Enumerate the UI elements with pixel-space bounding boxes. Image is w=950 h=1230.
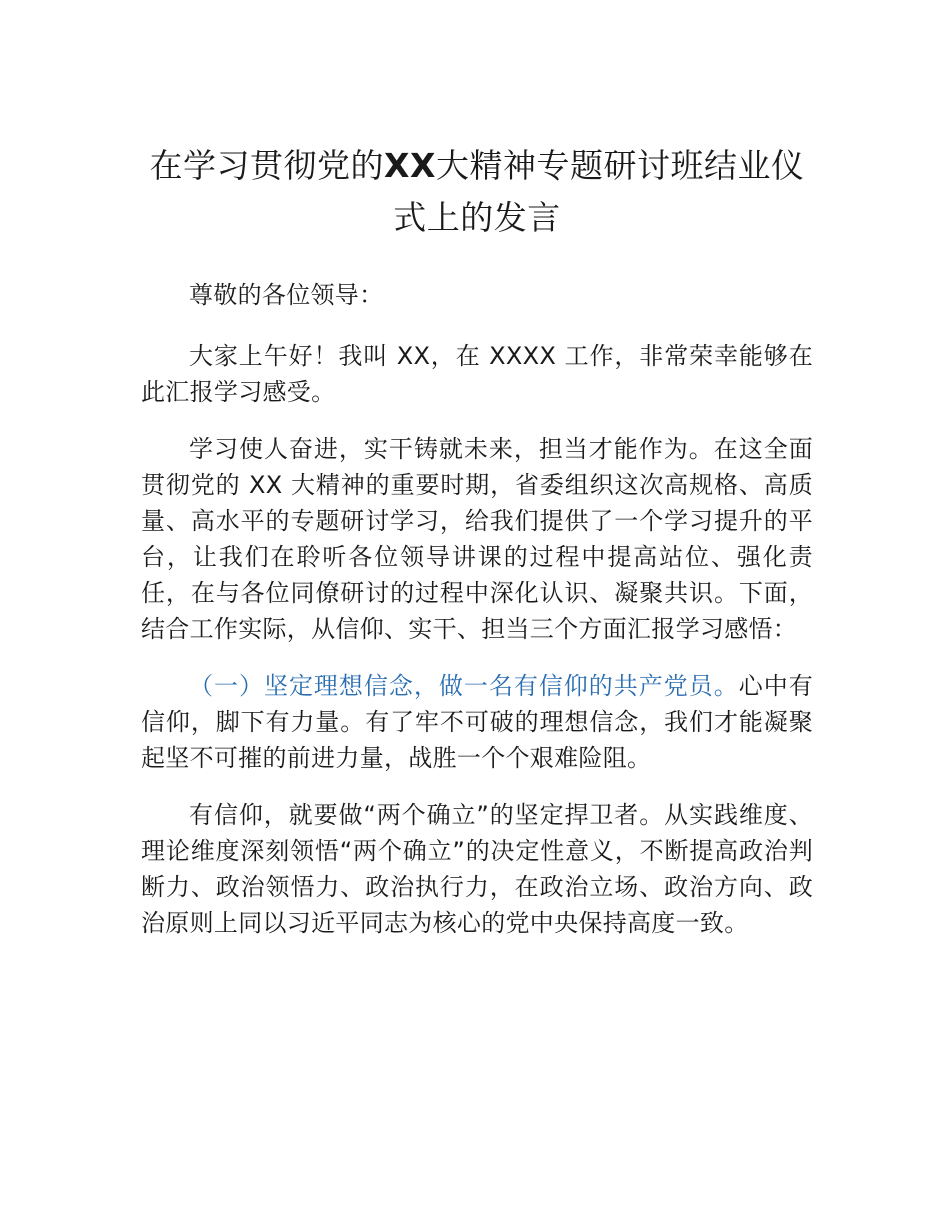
section-heading: （一）坚定理想信念，做一名有信仰的共产党员。 bbox=[189, 672, 739, 700]
title-highlight: XX bbox=[384, 146, 436, 185]
title-part-2: 大精神专题研讨班结业仪式上的发言 bbox=[393, 146, 805, 237]
paragraph-greeting: 大家上午好！我叫 XX，在 XXXX 工作，非常荣幸能够在此汇报学习感受。 bbox=[141, 342, 813, 406]
paragraph-two-establishments: 有信仰，就要做“两个确立”的坚定捍卫者。从实践维度、理论维度深刻领悟“两个确立”的决定性意义，不断提高政治判断力、政治领悟力、政治执行力，在政治立场、政治方向、政治原则上同以习近平同志为核心的党中央保持高度一致。 bbox=[141, 801, 813, 937]
document-body bbox=[141, 277, 813, 941]
document-title bbox=[141, 140, 813, 244]
section-body: 心中有信仰，脚下有力量。有了牢不可破的理想信念，我们才能凝聚起坚不可摧的前进力量，战胜一个个艰难险阻。 bbox=[141, 672, 813, 772]
salutation: 尊敬的各位领导： bbox=[189, 281, 384, 309]
paragraph-intro: 学习使人奋进，实干铸就未来，担当才能作为。在这全面贯彻党的 XX 大精神的重要时期，省委组织这次高规格、高质量、高水平的专题研讨学习，给我们提供了一个学习提升的平台，让我们在聆听各位领导讲课的过程中提高站位、强化责任，在与各位同僚研讨的过程中深化认识、凝聚共识。下面，结合工作实际，从信仰、实干、担当三个方面汇报学习感悟： bbox=[141, 435, 813, 643]
title-part-1: 在学习贯彻党的 bbox=[149, 146, 385, 185]
document-page bbox=[141, 140, 813, 962]
paragraph-section-one bbox=[141, 668, 813, 776]
